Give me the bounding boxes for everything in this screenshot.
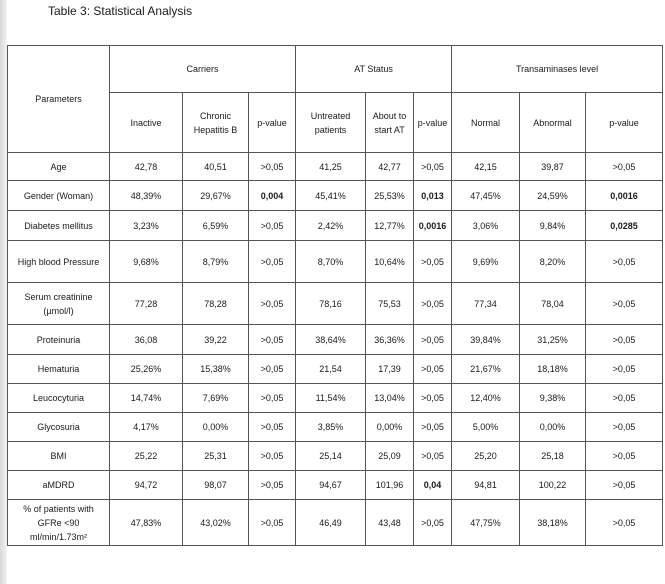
table-cell: 4,17% [110,413,183,442]
table-cell: >0,05 [586,500,663,546]
table-cell: 42,15 [452,153,520,181]
table-cell: 31,25% [520,325,586,355]
table-row [8,413,663,442]
table-cell: 77,28 [110,283,183,325]
table-cell: 29,67% [183,181,249,211]
table-cell: 18,18% [520,355,586,384]
table-cell: >0,05 [249,413,296,442]
table-row [8,325,663,355]
table-cell: 24,59% [520,181,586,211]
table-cell: 25,26% [110,355,183,384]
subheader-chronic-hepatitis-b: Chronic Hepatitis B [183,93,249,153]
table-row [8,241,663,283]
table-cell: 94,67 [296,471,366,500]
table-cell: 40,51 [183,153,249,181]
table-cell: 41,25 [296,153,366,181]
table-cell: 3,06% [452,211,520,241]
row-label: Age [8,153,110,181]
table-cell: 42,78 [110,153,183,181]
table-cell: 78,04 [520,283,586,325]
table-cell: 0,00% [520,413,586,442]
table-cell: 39,84% [452,325,520,355]
table-cell: 11,54% [296,384,366,413]
table-cell: >0,05 [586,283,663,325]
table-cell: 0,00% [183,413,249,442]
table-cell: 12,40% [452,384,520,413]
table-row [8,181,663,211]
table-cell: 9,38% [520,384,586,413]
table-cell: 21,67% [452,355,520,384]
table-cell: >0,05 [414,413,452,442]
table-cell: 39,87 [520,153,586,181]
table-cell: 38,64% [296,325,366,355]
page-edge-shadow [0,0,7,584]
table-cell: 98,07 [183,471,249,500]
table-title: Table 3: Statistical Analysis [48,4,193,18]
table-cell: >0,05 [414,325,452,355]
table-cell: 8,70% [296,241,366,283]
table-cell: >0,05 [249,241,296,283]
table-cell: >0,05 [249,384,296,413]
table-cell: 36,08 [110,325,183,355]
table-cell: >0,05 [249,500,296,546]
table-row [8,500,663,546]
table-cell: 25,20 [452,442,520,471]
table-cell: 0,0285 [586,211,663,241]
table-cell: >0,05 [414,500,452,546]
table-cell: 9,68% [110,241,183,283]
table-cell: 0,00% [366,413,414,442]
subheader-abnormal: Abnormal [520,93,586,153]
subheader-about-to-start-at: About to start AT [366,93,414,153]
statistics-table [7,45,663,546]
table-cell: >0,05 [414,241,452,283]
table-cell: 5,00% [452,413,520,442]
table-cell: 2,42% [296,211,366,241]
row-label: Glycosuria [8,413,110,442]
table-body [8,153,663,546]
table-cell: 25,53% [366,181,414,211]
row-label: Hematuria [8,355,110,384]
table-cell: 25,22 [110,442,183,471]
table-cell: >0,05 [249,355,296,384]
table-cell: >0,05 [249,325,296,355]
table-cell: 14,74% [110,384,183,413]
table-cell: >0,05 [249,153,296,181]
table-cell: 100,22 [520,471,586,500]
row-label: aMDRD [8,471,110,500]
table-cell: 38,18% [520,500,586,546]
table-row [8,283,663,325]
table-cell: 0,04 [414,471,452,500]
table-cell: >0,05 [586,153,663,181]
table-cell: 78,16 [296,283,366,325]
table-cell: 42,77 [366,153,414,181]
subheader-p-value: p-value [414,93,452,153]
table-cell: 10,64% [366,241,414,283]
table-cell: >0,05 [586,471,663,500]
table-cell: >0,05 [414,355,452,384]
table-cell: 94,72 [110,471,183,500]
table-cell: 8,79% [183,241,249,283]
table-row [8,355,663,384]
table-cell: 94,81 [452,471,520,500]
table-cell: >0,05 [249,283,296,325]
table-cell: 47,75% [452,500,520,546]
table-cell: 9,69% [452,241,520,283]
table-cell: 39,22 [183,325,249,355]
table-cell: 7,69% [183,384,249,413]
table-cell: 0,0016 [586,181,663,211]
subheader-p-value: p-value [249,93,296,153]
table-cell: >0,05 [586,325,663,355]
table-cell: >0,05 [586,413,663,442]
table-cell: 43,02% [183,500,249,546]
table-cell: 77,34 [452,283,520,325]
row-label: Serum creatinine (µmol/l) [8,283,110,325]
row-label: Diabetes mellitus [8,211,110,241]
row-label: Gender (Woman) [8,181,110,211]
table-cell: 45,41% [296,181,366,211]
table-cell: 47,45% [452,181,520,211]
table-cell: >0,05 [249,471,296,500]
table-cell: 47,83% [110,500,183,546]
subheader-p-value: p-value [586,93,663,153]
table-row [8,384,663,413]
table-cell: >0,05 [249,211,296,241]
header-parameters: Parameters [8,46,110,153]
table-cell: 46,49 [296,500,366,546]
table-cell: 6,59% [183,211,249,241]
table-cell: 0,013 [414,181,452,211]
table-cell: 21,54 [296,355,366,384]
header-group-transaminases: Transaminases level [452,46,663,93]
table-cell: >0,05 [414,384,452,413]
table-cell: >0,05 [586,355,663,384]
table-row [8,153,663,181]
row-label: % of patients with GFRe <90 ml/min/1.73m² [8,500,110,546]
table-cell: 78,28 [183,283,249,325]
table-row [8,471,663,500]
table-cell: 12,77% [366,211,414,241]
table-cell: >0,05 [414,442,452,471]
table-cell: 43,48 [366,500,414,546]
table-cell: >0,05 [586,384,663,413]
table-cell: >0,05 [249,442,296,471]
table-cell: 25,09 [366,442,414,471]
header-group-at-status: AT Status [296,46,452,93]
table-cell: 25,14 [296,442,366,471]
table-cell: 15,38% [183,355,249,384]
subheader-normal: Normal [452,93,520,153]
table-cell: 3,23% [110,211,183,241]
table-cell: 0,0016 [414,211,452,241]
subheader-untreated-patients: Untreated patients [296,93,366,153]
table-cell: 25,18 [520,442,586,471]
table-cell: 9,84% [520,211,586,241]
row-label: Leucocyturia [8,384,110,413]
table-cell: >0,05 [414,153,452,181]
subheader-inactive: Inactive [110,93,183,153]
table-cell: 3,85% [296,413,366,442]
table-cell: >0,05 [414,283,452,325]
table-cell: 17,39 [366,355,414,384]
table-cell: 36,36% [366,325,414,355]
table-cell: 13,04% [366,384,414,413]
row-label: Proteinuria [8,325,110,355]
row-label: BMI [8,442,110,471]
table-row [8,211,663,241]
table-cell: 75,53 [366,283,414,325]
table-cell: >0,05 [586,442,663,471]
table-cell: 8,20% [520,241,586,283]
table-cell: 48,39% [110,181,183,211]
header-group-carriers: Carriers [110,46,296,93]
table-cell: >0,05 [586,241,663,283]
table-cell: 0,004 [249,181,296,211]
row-label: High blood Pressure [8,241,110,283]
table-cell: 101,96 [366,471,414,500]
table-cell: 25,31 [183,442,249,471]
table-row [8,442,663,471]
